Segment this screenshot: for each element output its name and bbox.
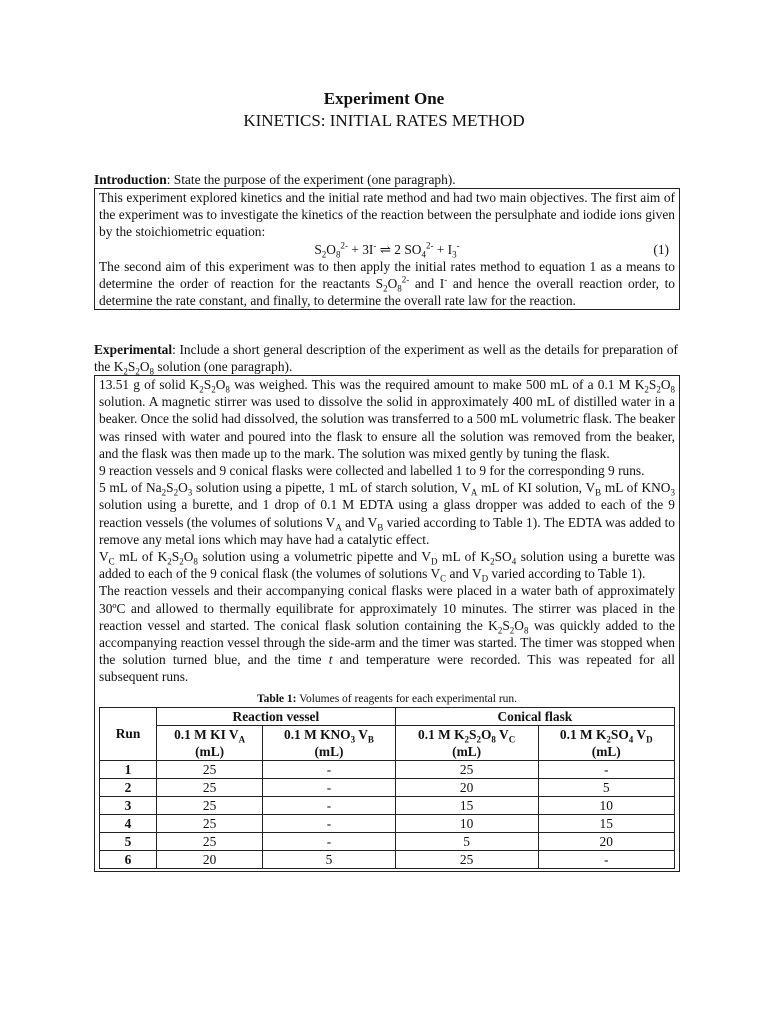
run-number: 4 xyxy=(100,814,157,832)
experimental-paragraph-1: 13.51 g of solid $K_2S_2O_8$ was weighed. This was the required amount to make 500 mL of a 0.1 M $K_2S_2O_8$ solution. A magnetic stirrer was used to dissolve the solid in approximately 400 mL of distilled water in a beaker. Once the solid had dissolved, the solution was transferred to a 500 mL volumetric flask. The beaker was rinsed with water and poured into the flask to ensure all the solution was removed from the beaker, and the flask was then made up to the mark. The solution was mixed gently by tuning the flask. xyxy=(99,377,675,461)
introduction-heading-label: Introduction xyxy=(94,172,167,187)
introduction-heading-instruction: : State the purpose of the experiment (one paragraph). xyxy=(166,172,456,187)
equation-number: (1) xyxy=(653,241,669,257)
stoichiometric-equation xyxy=(99,241,675,258)
run-number: 1 xyxy=(100,760,157,778)
experimental-paragraph-4: $V_C$ mL of $K_2S_2O_8$ solution using a volumetric pipette and $V_D$ mL of $K_2SO_4$ solution using a burette was added to each of the 9 conical flask (the volumes of solutions $V_C$ and $V_D$ varied according to Table 1). xyxy=(99,549,676,584)
k2s2o8-column-header: 0.1 M $K_2S_2O_8$ $V_C$ (mL) xyxy=(395,725,538,760)
experimental-heading: Experimental: Include a short general description of the experiment as well as the details for preparation of the $K_2S_2O_8$ solution (one paragraph). xyxy=(94,342,678,377)
table-row xyxy=(100,796,675,814)
experimental-paragraph-3: 5 mL of $Na_2S_2O_3$ solution using a pipette, 1 mL of starch solution, $V_A$ mL of KI solution, $V_B$ mL of $KNO_3$ solution using a burette, and 1 drop of 0.1 M EDTA using a glass dropper was added to each of the 9 reaction vessels (the volumes of solutions $V_A$ and $V_B$ varied according to Table 1). The EDTA was added to remove any metal ions which may have had a catalytic effect. xyxy=(99,480,675,547)
page-subtitle: KINETICS: INITIAL RATES METHOD xyxy=(243,111,525,130)
introduction-paragraph-1: This experiment explored kinetics and the initial rate method and had two main objectives. The first aim of the experiment was to investigate the kinetics of the reaction between the persulphate and iodide ions given by the stoichiometric equation: xyxy=(99,190,675,240)
ki-volume: 25 xyxy=(157,760,263,778)
k2s2o8-volume: 25 xyxy=(395,760,538,778)
table-row xyxy=(100,814,675,832)
introduction-box xyxy=(94,188,680,310)
run-number: 3 xyxy=(100,796,157,814)
k2s2o8-volume: 10 xyxy=(395,814,538,832)
ki-volume: 20 xyxy=(157,850,263,868)
k2so4-volume: 5 xyxy=(538,778,675,796)
k2so4-volume: 15 xyxy=(538,814,675,832)
run-column-header: Run xyxy=(100,707,157,760)
k2s2o8-volume: 25 xyxy=(395,850,538,868)
reaction-vessel-header: Reaction vessel xyxy=(157,707,396,725)
run-number: 5 xyxy=(100,832,157,850)
experimental-paragraph-2: 9 reaction vessels and 9 conical flasks were collected and labelled 1 to 9 for the corresponding 9 runs. xyxy=(99,463,645,479)
introduction-paragraph-2: The second aim of this experiment was to then apply the initial rates method to equation 1 as a means to determine the order of reaction for the reactants $S_2O_8^{2-}$ and I- and hence the overall reaction order, to determine the rate constant, and finally, to determine the overall rate law for the reaction. xyxy=(99,258,675,309)
ki-volume: 25 xyxy=(157,778,263,796)
kno3-volume: - xyxy=(263,832,396,850)
table-row xyxy=(100,850,675,868)
kno3-volume: - xyxy=(263,796,396,814)
equation-text: $S_2O_8^{2-} + 3I^-$ ⇌ 2 $SO_4^{2-} + I_3^-$ xyxy=(314,240,460,260)
page-title: Experiment One xyxy=(323,89,445,108)
ki-volume: 25 xyxy=(157,814,263,832)
kno3-volume: 5 xyxy=(263,850,396,868)
experimental-box xyxy=(94,375,680,872)
k2so4-volume: - xyxy=(538,760,675,778)
experimental-heading-label: Experimental xyxy=(94,342,173,357)
k2so4-volume: 10 xyxy=(538,796,675,814)
kno3-volume: - xyxy=(263,778,396,796)
ki-volume: 25 xyxy=(157,832,263,850)
introduction-heading xyxy=(94,171,678,188)
table-group-header-row xyxy=(100,707,675,725)
run-number: 6 xyxy=(100,850,157,868)
table-row xyxy=(100,778,675,796)
kno3-column-header: 0.1 M $KNO_3$ $V_B$ (mL) xyxy=(263,725,396,760)
run-number: 2 xyxy=(100,778,157,796)
conical-flask-header: Conical flask xyxy=(395,707,674,725)
kno3-volume: - xyxy=(263,814,396,832)
table-caption: Table 1: Volumes of reagents for each experimental run. xyxy=(256,692,518,705)
experimental-paragraph-5: The reaction vessels and their accompanying conical flasks were placed in a water bath of approximately 30ºC and allowed to thermally equilibrate for approximately 10 minutes. The stirrer was placed in the reaction vessel and started. The conical flask solution containing the $K_2S_2O_8$ was quickly added to the accompanying reaction vessel through the side-arm and the timer was started. The timer was stopped when the solution turned blue, and the time t and temperature were recorded. This was repeated for all subsequent runs. xyxy=(99,583,676,685)
table-row xyxy=(100,832,675,850)
table-row xyxy=(100,760,675,778)
k2so4-column-header: 0.1 M $K_2SO_4$ $V_D$ (mL) xyxy=(538,725,675,760)
k2s2o8-volume: 20 xyxy=(395,778,538,796)
table-column-header-row xyxy=(100,725,675,760)
k2s2o8-volume: 5 xyxy=(395,832,538,850)
k2so4-volume: 20 xyxy=(538,832,675,850)
kno3-volume: - xyxy=(263,760,396,778)
reagent-volumes-table xyxy=(99,707,675,869)
ki-column-header: 0.1 M KI $V_A$ (mL) xyxy=(157,725,263,760)
ki-volume: 25 xyxy=(157,796,263,814)
k2so4-volume: - xyxy=(538,850,675,868)
k2s2o8-volume: 15 xyxy=(395,796,538,814)
